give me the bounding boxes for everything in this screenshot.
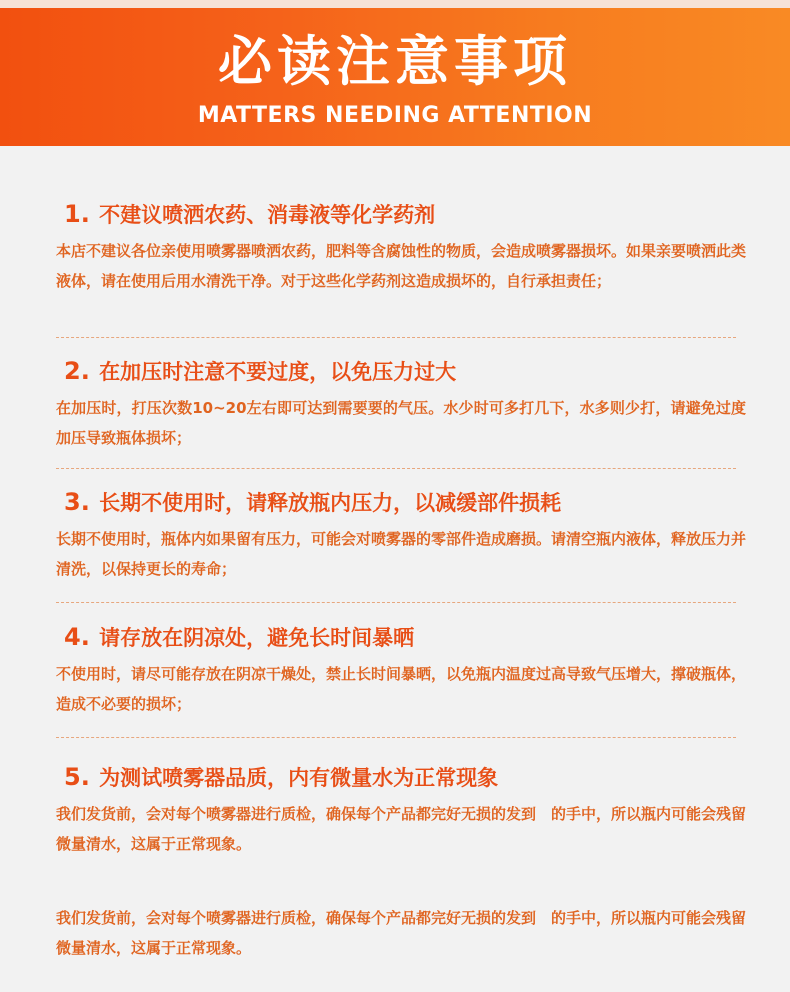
section-number: 3. xyxy=(64,488,90,516)
section-number: 2. xyxy=(64,357,90,385)
divider xyxy=(56,602,736,603)
notice-section-2 xyxy=(56,351,746,453)
section-heading xyxy=(56,482,746,522)
notice-section-4 xyxy=(56,617,746,719)
section-body: 我们发货前，会对每个喷雾器进行质检，确保每个产品都完好无损的发到 的手中，所以瓶内可能会残留微量清水，这属于正常现象。 xyxy=(56,805,747,853)
section-heading-text: 在加压时注意不要过度，以免压力过大 xyxy=(99,360,457,384)
section-heading xyxy=(56,757,746,797)
banner-title: 必读注意事项 xyxy=(218,30,572,93)
notice-section-5 xyxy=(56,757,746,859)
footer-note: 我们发货前，会对每个喷雾器进行质检，确保每个产品都完好无损的发到 的手中，所以瓶内可能会残留微量清水，这属于正常现象。 xyxy=(56,909,747,957)
top-strip xyxy=(0,0,790,8)
section-body: 长期不使用时，瓶体内如果留有压力，可能会对喷雾器的零部件造成磨损。请清空瓶内液体，释放压力并清洗，以保持更长的寿命； xyxy=(56,530,747,578)
divider xyxy=(56,737,736,738)
section-heading xyxy=(56,194,746,234)
divider xyxy=(56,468,736,469)
section-heading-text: 不建议喷洒农药、消毒液等化学药剂 xyxy=(99,203,436,227)
section-number: 4. xyxy=(64,623,90,651)
notice-content xyxy=(0,146,790,992)
section-body: 本店不建议各位亲使用喷雾器喷洒农药，肥料等含腐蚀性的物质，会造成喷雾器损坏。如果亲要喷洒此类液体，请在使用后用水清洗干净。对于这些化学药剂这造成损坏的，自行承担责任； xyxy=(56,242,747,290)
section-heading-text: 为测试喷雾器品质，内有微量水为正常现象 xyxy=(99,766,499,790)
header-banner xyxy=(0,8,790,146)
section-body: 不使用时，请尽可能存放在阴凉干燥处，禁止长时间暴晒，以免瓶内温度过高导致气压增大，撑破瓶体，造成不必要的损坏； xyxy=(56,665,747,713)
notice-section-1 xyxy=(56,194,746,296)
divider xyxy=(56,337,736,338)
section-heading-text: 长期不使用时，请释放瓶内压力，以减缓部件损耗 xyxy=(99,491,562,515)
banner-subtitle: MATTERS NEEDING ATTENTION xyxy=(197,103,593,128)
section-heading xyxy=(56,351,746,391)
section-number: 1. xyxy=(64,200,90,228)
section-number: 5. xyxy=(64,763,90,791)
section-heading xyxy=(56,617,746,657)
section-heading-text: 请存放在阴凉处，避免长时间暴晒 xyxy=(99,626,415,650)
notice-section-3 xyxy=(56,482,746,584)
section-body: 在加压时，打压次数10~20左右即可达到需要要的气压。水少时可多打几下，水多则少打，请避免过度加压导致瓶体损坏； xyxy=(56,399,746,447)
